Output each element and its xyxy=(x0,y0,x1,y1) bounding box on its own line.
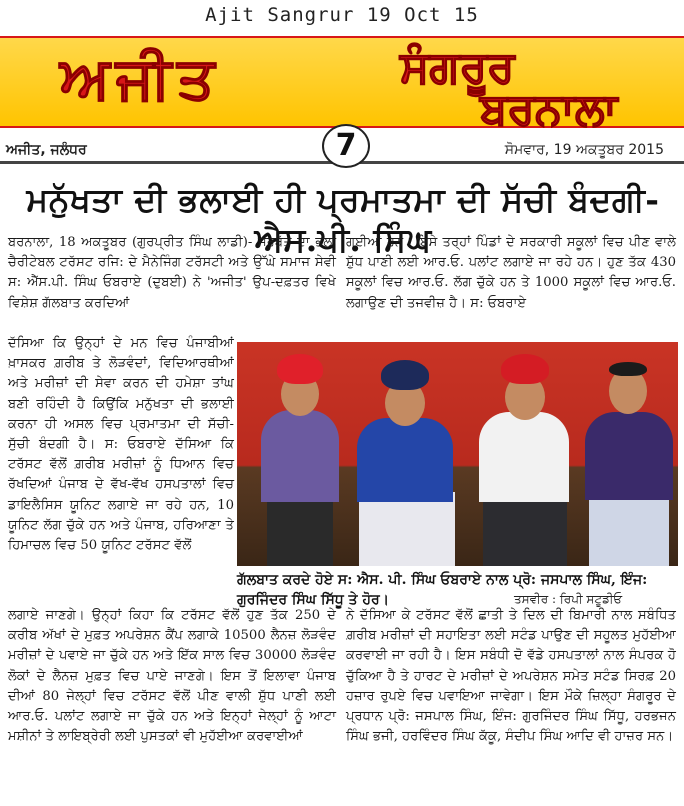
edition-city-sangrur: ਸੰਗਰੂਰ xyxy=(400,42,515,93)
photo-person-1 xyxy=(255,342,345,566)
photo-caption: ਗੱਲਬਾਤ ਕਰਦੇ ਹੋਏ ਸ: ਐਸ. ਪੀ. ਸਿੰਘ ਓਬਰਾਏ ਨਾਲ ਪ੍ਰੋ: ਜਸਪਾਲ ਸਿੰਘ, ਇੰਜ: ਗੁਰਜਿੰਦਰ ਸਿੰਘ ਸਿੱਧੂ ਤੇ ਹੋਰ। xyxy=(237,572,648,608)
edition-city-barnala: ਬਰਨਾਲਾ xyxy=(480,84,618,135)
article-column-right-bottom: ਨੇ ਦੱਸਿਆ ਕੇ ਟਰੱਸਟ ਵੱਲੋਂ ਛਾਤੀ ਤੇ ਦਿਲ ਦੀ ਬਿਮਾਰੀ ਨਾਲ ਸਬੰਧਿਤ ਗ਼ਰੀਬ ਮਰੀਜ਼ਾਂ ਦੀ ਸਹਾਇਤਾ ਲਈ ਸਟੰਡ ਪਾਉਣ ਦੀ ਸਹੂਲਤ ਮੁਹੱਈਆ ਕਰਵਾਈ ਜਾ ਰਹੀ ਹੈ। ਇਸ ਸਬੰਧੀ ਦੋ ਵੱਡੇ ਹਸਪਤਾਲਾਂ ਨਾਲ ਸੰਪਰਕ ਹੋ ਚੁੱਕਿਆ ਹੈ ਤੇ ਹਾਰਟ ਦੇ ਮਰੀਜ਼ਾਂ ਦੇ ਅਪਰੇਸ਼ਨ ਸਮੇਤ ਸਟੰਡ ਸਿਰਫ਼ 20 ਹਜ਼ਾਰ ਰੁਪਏ ਵਿਚ ਪਵਾਇਆ ਜਾਵੇਗਾ। ਇਸ ਮੌਕੇ ਜ਼ਿਲ੍ਹਾ ਸੰਗਰੂਰ ਦੇ ਪ੍ਰਧਾਨ ਪ੍ਰੋ: ਜਸਪਾਲ ਸਿੰਘ, ਇੰਜ: ਗੁਰਜਿੰਦਰ ਸਿੰਘ ਸਿੱਧੂ, ਹਰਭਜਨ ਸਿੰਘ ਭਜੀ, ਹਰਵਿੰਦਰ ਸਿੰਘ ਕੱਕੂ, ਸੰਦੀਪ ਸਿੰਘ ਆਦਿ ਵੀ ਹਾਜ਼ਰ ਸਨ। xyxy=(346,608,676,745)
edition-label: ਅਜੀਤ, ਜਲੰਧਰ xyxy=(6,142,87,158)
article-column-right-top: ਗਈਆਂ ਹਨ। ਇਸੇ ਤਰ੍ਹਾਂ ਪਿੰਡਾਂ ਦੇ ਸਰਕਾਰੀ ਸਕੂਲਾਂ ਵਿਚ ਪੀਣ ਵਾਲੇ ਸ਼ੁੱਧ ਪਾਣੀ ਲਈ ਆਰ.ਓ. ਪਲਾਂਟ ਲਗਾਏ ਜਾ ਰਹੇ ਹਨ। ਹੁਣ ਤੱਕ 430 ਸਕੂਲਾਂ ਵਿਚ ਆਰ.ਓ. ਲੱਗ ਚੁੱਕੇ ਹਨ ਤੇ 1000 ਸਕੂਲਾਂ ਵਿਚ ਆਰ.ਓ. ਲਗਾਉਣ ਦੀ ਤਜਵੀਜ਼ ਹੈ। ਸ: ਓਬਰਾਏ xyxy=(346,235,676,311)
photo-person-4 xyxy=(581,342,675,566)
article-headline: ਮਨੁੱਖਤਾ ਦੀ ਭਲਾਈ ਹੀ ਪ੍ਰਮਾਤਮਾ ਦੀ ਸੱਚੀ ਬੰਦਗੀ-ਐਸ.ਪੀ. ਸਿੰਘ xyxy=(26,180,660,259)
page-number-badge: 7 xyxy=(322,124,370,168)
article-column-left-mid: ਦੱਸਿਆ ਕਿ ਉਨ੍ਹਾਂ ਦੇ ਮਨ ਵਿਚ ਪੰਜਾਬੀਆਂ ਖ਼ਾਸਕਰ ਗ਼ਰੀਬ ਤੇ ਲੋੜਵੰਦਾਂ, ਵਿਦਿਆਰਥੀਆਂ ਅਤੇ ਮਰੀਜ਼ਾਂ ਦੀ ਸੇਵਾ ਕਰਨ ਦੀ ਹਮੇਸ਼ਾ ਤਾਂਘ ਬਣੀ ਰਹਿੰਦੀ ਹੈ ਕਿਉਂਕਿ ਮਨੁੱਖਤਾ ਦੀ ਭਲਾਈ ਕਰਨਾ ਹੀ ਅਸਲ ਵਿਚ ਪ੍ਰਮਾਤਮਾ ਦੀ ਸੱਚੀ-ਸੁੱਚੀ ਬੰਦਗੀ ਹੈ। ਸ: ਓਬਰਾਏ ਦੱਸਿਆ ਕਿ ਟਰੱਸਟ ਵੱਲੋਂ ਗ਼ਰੀਬ ਮਰੀਜ਼ਾਂ ਨੂੰ ਧਿਆਨ ਵਿਚ ਰੱਖਦਿਆਂ ਪੰਜਾਬ ਦੇ ਵੱਖ-ਵੱਖ ਹਸਪਤਾਲਾਂ ਵਿਚ ਡਾਇਲੈਸਿਸ ਯੂਨਿਟ ਲਗਾਏ ਜਾ ਰਹੇ ਹਨ, 10 ਯੂਨਿਟ ਲੱਗ ਚੁੱਕੇ ਹਨ ਅਤੇ ਪੰਜਾਬ, ਹਰਿਆਣਾ ਤੇ ਹਿਮਾਚਲ ਵਿਚ 50 ਯੂਨਿਟ ਟਰੱਸਟ ਵੱਲੋਂ xyxy=(8,336,234,554)
news-photo xyxy=(237,342,678,566)
article-column-left-bottom: ਲਗਾਏ ਜਾਣਗੇ। ਉਨ੍ਹਾਂ ਕਿਹਾ ਕਿ ਟਰੱਸਟ ਵੱਲੋਂ ਹੁਣ ਤੱਕ 250 ਦੇ ਕਰੀਬ ਅੱਖਾਂ ਦੇ ਮੁਫ਼ਤ ਅਪਰੇਸ਼ਨ ਕੈਂਪ ਲਗਾਕੇ 10500 ਲੈਨਜ਼ ਲੋੜਵੰਦ ਮਰੀਜ਼ਾਂ ਦੇ ਪਵਾਏ ਜਾ ਚੁੱਕੇ ਹਨ ਅਤੇ ਇੱਕ ਸਾਲ ਵਿਚ 30000 ਲੋੜਵੰਦ ਲੋਕਾਂ ਦੇ ਲੈਨਜ਼ ਮੁਫ਼ਤ ਵਿਚ ਪਾਏ ਜਾਣਗੇ। ਇਸ ਤੋਂ ਇਲਾਵਾ ਪੰਜਾਬ ਦੀਆਂ 80 ਜੇਲ੍ਹਾਂ ਵਿਚ ਟਰੱਸਟ ਵੱਲੋਂ ਪੀਣ ਵਾਲੀ ਸ਼ੁੱਧ ਪਾਣੀ ਲਈ ਆਰ.ਓ. ਪਲਾਂਟ ਲਗਾਏ ਜਾ ਚੁੱਕੇ ਹਨ ਅਤੇ ਇਨ੍ਹਾਂ ਜੇਲ੍ਹਾਂ ਨੂੰ ਆਟਾ ਮਸ਼ੀਨਾਂ ਤੇ ਲਾਇਬ੍ਰੇਰੀ ਲਈ ਪੁਸਤਕਾਂ ਵੀ ਮੁਹੱਈਆ ਕਰਵਾਈਆਂ xyxy=(8,608,336,745)
article-column-left-top: ਬਰਨਾਲਾ, 18 ਅਕਤੂਬਰ (ਗੁਰਪ੍ਰੀਤ ਸਿੰਘ ਲਾਡੀ)- ਸਰਬੱਤ ਦਾ ਭਲਾ ਚੈਰੀਟੇਬਲ ਟਰੱਸਟ ਰਜਿ: ਦੇ ਮੈਨੇਜਿੰਗ ਟਰੱਸਟੀ ਅਤੇ ਉੱਘੇ ਸਮਾਜ ਸੇਵੀ ਸ: ਐੱਸ.ਪੀ. ਸਿੰਘ ਓਬਰਾਏ (ਦੁਬਈ) ਨੇ 'ਅਜੀਤ' ਉਪ-ਦਫ਼ਤਰ ਵਿਖੇ ਵਿਸ਼ੇਸ਼ ਗੱਲਬਾਤ ਕਰਦਿਆਂ xyxy=(8,235,336,311)
issue-date: ਸੋਮਵਾਰ, 19 ਅਕਤੂਬਰ 2015 xyxy=(504,142,664,158)
photo-person-2 xyxy=(349,342,459,566)
paper-name-logo: ਅਜੀਤ xyxy=(60,44,221,112)
photo-person-3 xyxy=(473,342,573,566)
clip-label: Ajit Sangrur 19 Oct 15 xyxy=(205,4,479,26)
photo-credit: ਤਸਵੀਰ : ਰਿਪੀ ਸਟੂਡੀਓ xyxy=(514,592,623,606)
